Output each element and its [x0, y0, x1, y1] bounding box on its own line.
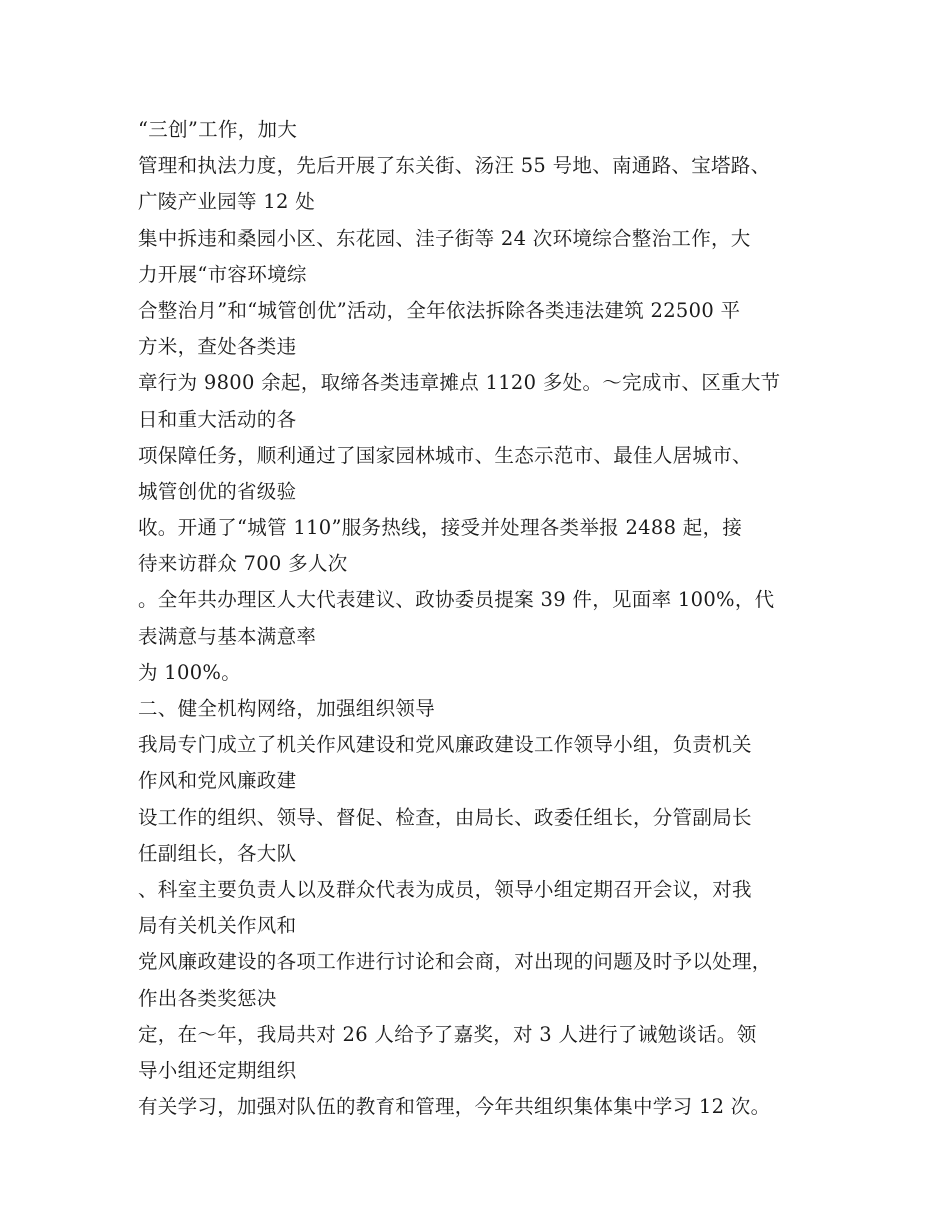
- text-line: 待来访群众 700 多人次: [138, 552, 348, 576]
- text-line: “三创”工作，加大: [138, 118, 298, 141]
- text-line: 城管创优的省级验: [138, 479, 297, 503]
- text-line: 党风廉政建设的各项工作进行讨论和会商，对出现的问题及时予以处理，: [138, 950, 772, 974]
- text-line: 任副组长，各大队: [138, 841, 297, 865]
- text-line: 方米，查处各类违: [138, 335, 297, 359]
- section-heading: 二、健全机构网络，加强组织领导: [138, 697, 436, 720]
- text-line: 设工作的组织、领导、督促、检查，由局长、政委任组长，分管副局长: [138, 805, 752, 829]
- text-line: 作风和党风廉政建: [138, 769, 297, 793]
- text-line: 广陵产业园等 12 处: [138, 190, 316, 214]
- text-line: 定，在～年，我局共对 26 人给予了嘉奖，对 3 人进行了诫勉谈话。领: [138, 1022, 757, 1046]
- text-line: 作出各类奖惩决: [138, 986, 277, 1010]
- text-line: 收。开通了“城管 110”服务热线，接受并处理各类举报 2488 起，接: [138, 516, 743, 540]
- text-line: 项保障任务，顺利通过了国家园林城市、生态示范市、最佳人居城市、: [138, 443, 752, 467]
- text-line: 。全年共办理区人大代表建议、政协委员提案 39 件，见面率 100%，代: [138, 588, 775, 612]
- text-line: 管理和执法力度，先后开展了东关街、汤汪 55 号地、南通路、宝塔路、: [138, 154, 771, 178]
- text-line: 章行为 9800 余起，取缔各类违章摊点 1120 多处。～完成市、区重大节: [138, 371, 781, 395]
- text-line: 表满意与基本满意率: [138, 624, 317, 648]
- text-line: 我局专门成立了机关作风建设和党风廉政建设工作领导小组，负责机关: [138, 733, 752, 757]
- text-line: 日和重大活动的各: [138, 407, 297, 431]
- text-line: 集中拆违和桑园小区、东花园、洼子街等 24 次环境综合整治工作，大: [138, 226, 751, 250]
- text-line: 、科室主要负责人以及群众代表为成员，领导小组定期召开会议，对我: [138, 877, 752, 901]
- text-line: 力开展“市容环境综: [138, 262, 307, 286]
- text-line: 导小组还定期组织: [138, 1058, 297, 1082]
- text-line: 合整治月”和“城管创优”活动，全年依法拆除各类违法建筑 22500 平: [138, 298, 741, 322]
- text-line: 有关学习，加强对队伍的教育和管理，今年共组织集体集中学习 12 次。: [138, 1095, 771, 1119]
- text-line: 局有关机关作风和: [138, 914, 297, 938]
- document-body: [138, 112, 838, 1125]
- text-line: 为 100%。: [138, 660, 242, 684]
